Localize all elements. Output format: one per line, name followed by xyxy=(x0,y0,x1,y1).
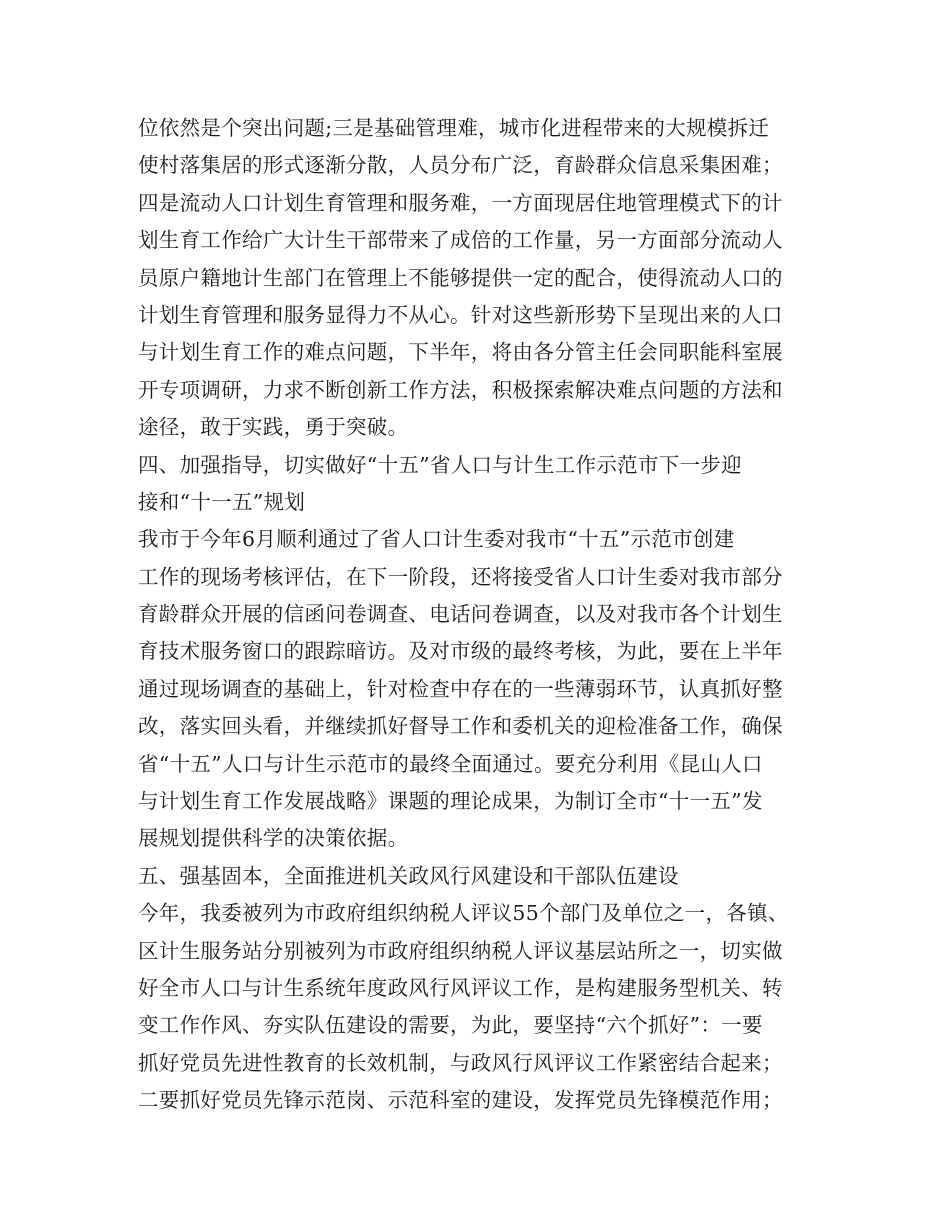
text-line: 育龄群众开展的信函问卷调查、电话问卷调查，以及对我市各个计划生 xyxy=(138,602,783,627)
text-line: 我市于今年6月顺利通过了省人口计生委对我市“十五”示范市创建 xyxy=(138,527,735,552)
text-line: 育技术服务窗口的跟踪暗访。及对市级的最终考核，为此，要在上半年 xyxy=(138,639,783,664)
text-line: 计划生育管理和服务显得力不从心。针对这些新形势下呈现出来的人口 xyxy=(138,302,783,327)
text-line: 变工作作风、夯实队伍建设的需要，为此，要坚持“六个抓好”：一要 xyxy=(138,1013,763,1038)
text-line: 位依然是个突出问题;三是基础管理难，城市化进程带来的大规模拆迁 xyxy=(138,116,770,140)
text-line: 开专项调研，力求不断创新工作方法，积极探索解决难点问题的方法和 xyxy=(138,377,783,402)
section-heading-5: 五、强基固本，全面推进机关政风行风建设和干部队伍建设 xyxy=(138,863,679,888)
text-line: 员原户籍地计生部门在管理上不能够提供一定的配合，使得流动人口的 xyxy=(138,265,783,290)
text-line: 二要抓好党员先锋示范岗、示范科室的建设，发挥党员先锋模范作用； xyxy=(138,1088,783,1113)
text-line: 好全市人口与计生系统年度政风行风评议工作，是构建服务型机关、转 xyxy=(138,975,783,1000)
text-line: 划生育工作给广大计生干部带来了成倍的工作量，另一方面部分流动人 xyxy=(138,228,783,253)
text-line: 抓好党员先进性教育的长效机制，与政风行风评议工作紧密结合起来； xyxy=(138,1050,783,1075)
document-body xyxy=(138,110,818,1120)
text-line: 改，落实回头看，并继续抓好督导工作和委机关的迎检准备工作，确保 xyxy=(138,714,783,739)
text-line: 省“十五”人口与计生示范市的最终全面通过。要充分利用《昆山人口 xyxy=(138,751,763,776)
text-line: 今年，我委被列为市政府组织纳税人评议55个部门及单位之一，各镇、 xyxy=(138,901,789,926)
text-line: 途径，敢于实践，勇于突破。 xyxy=(138,415,409,440)
text-line: 通过现场调查的基础上，针对检查中存在的一些薄弱环节，认真抓好整 xyxy=(138,676,783,701)
text-line: 与计划生育工作的难点问题，下半年，将由各分管主任会同职能科室展 xyxy=(138,340,783,365)
text-line: 区计生服务站分别被列为市政府组织纳税人评议基层站所之一，切实做 xyxy=(138,938,783,963)
text-line: 工作的现场考核评估，在下一阶段，还将接受省人口计生委对我市部分 xyxy=(138,564,783,589)
text-line: 展规划提供科学的决策依据。 xyxy=(138,826,409,851)
text-line: 使村落集居的形式逐渐分散，人员分布广泛，育龄群众信息采集困难； xyxy=(138,153,783,178)
text-line: 与计划生育工作发展战略》课题的理论成果，为制订全市“十一五”发 xyxy=(138,789,763,814)
text-line: 四是流动人口计划生育管理和服务难，一方面现居住地管理模式下的计 xyxy=(138,190,783,215)
section-heading-4: 四、加强指导，切实做好“十五”省人口与计生工作示范市下一步迎 xyxy=(138,452,742,477)
section-heading-4-cont: 接和“十一五”规划 xyxy=(138,489,306,514)
